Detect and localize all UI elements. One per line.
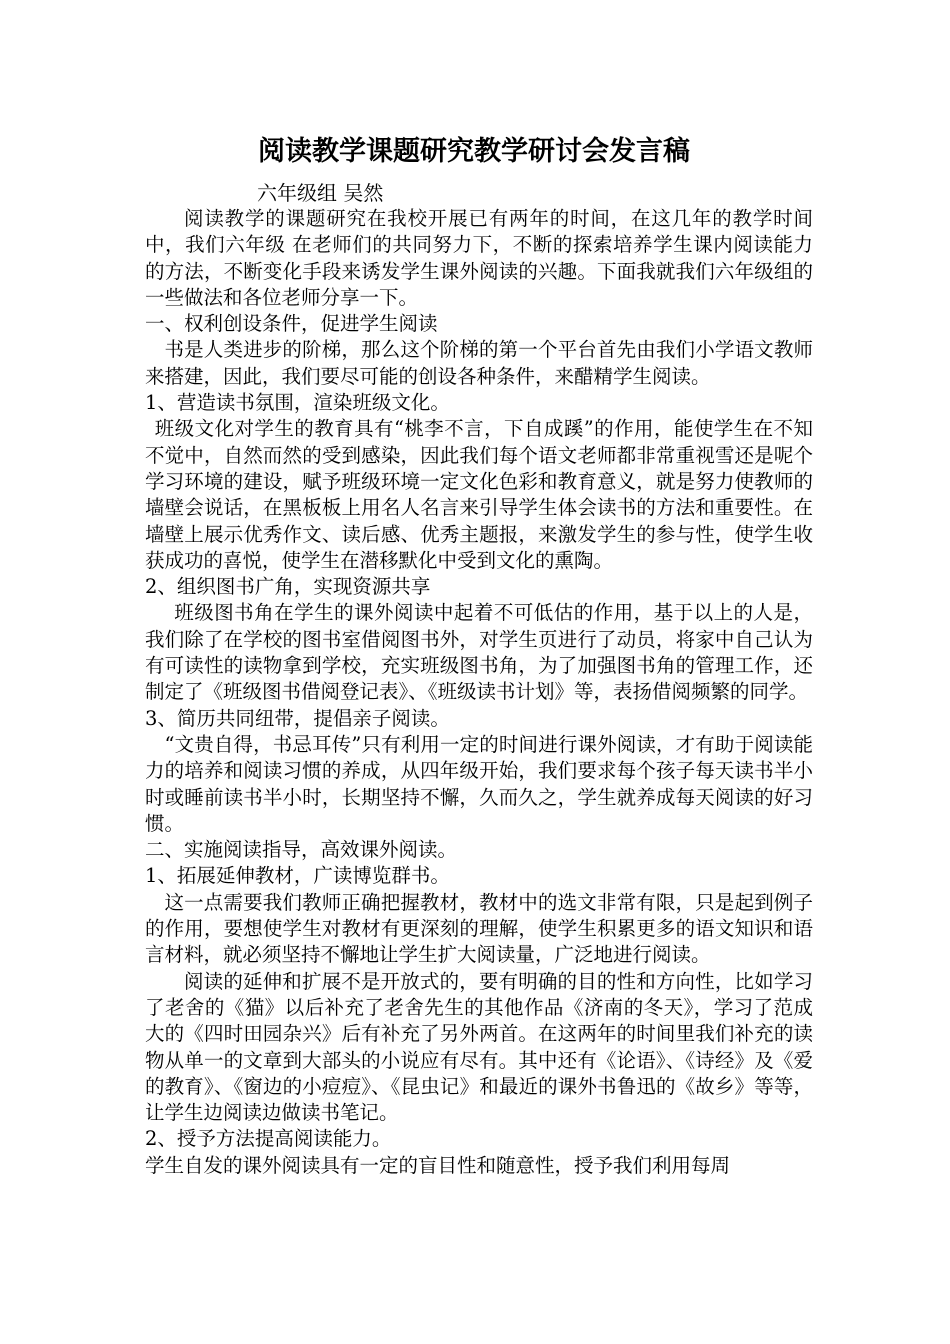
subheading-1-2: 2、组织图书广角，实现资源共享 [145,575,431,599]
paragraph-1-2: 班级图书角在学生的课外阅读中起着不可低估的作用，基于以上的人是，我们除了在学校的图书室借阅图书外，对学生页进行了动员，将家中自己认为有可读性的读物拿到学校，充实班级图书角，为了加强图书角的管理工作，还制定了《班级图书借阅登记表》、《班级读书计划》等，表扬借阅频繁的同学。 [145,601,813,704]
subheading-2-2: 2、授予方法提高阅读能力。 [145,1127,392,1151]
subheading-2-1: 1、拓展延伸教材，广读博览群书。 [145,864,450,888]
paragraph-2-1-a: 这一点需要我们教师正确把握教材，教材中的选文非常有限，只是起到例子的作用，要想使学生对教材有更深刻的理解，使学生积累更多的语文知识和语言材料，就必须坚持不懈地让学生扩大阅读量，广泛地进行阅读。 [145,890,813,967]
document-title: 阅读教学课题研究教学研讨会发言稿 [258,136,690,167]
paragraph-intro: 阅读教学的课题研究在我校开展已有两年的时间，在这几年的教学时间中，我们六年级 在老师们的共同努力下，不断的探索培养学生课内阅读能力的方法，不断变化手段来诱发学生课外阅读的兴趣。下面我就我们六年级组的一些做法和各位老师分享一下。 [145,207,813,309]
paragraph-1-3: “文贵自得，书忌耳传”只有利用一定的时间进行课外阅读，才有助于阅读能力的培养和阅读习惯的养成，从四年级开始，我们要求每个孩子每天读书半小时或睡前读书半小时，长期坚持不懈，久而久之，学生就养成每天阅读的好习惯。 [145,732,813,835]
paragraph-2-2: 学生自发的课外阅读具有一定的盲目性和随意性，授予我们利用每周 [145,1153,731,1177]
subheading-1-1: 1、营造读书氛围，渲染班级文化。 [145,391,450,415]
section-heading-2: 二、实施阅读指导，高效课外阅读。 [145,838,458,862]
paragraph-1-1: 班级文化对学生的教育具有“桃李不言，下自成蹊”的作用，能使学生在不知不觉中，自然而然的受到感染，因此我们每个语文老师都非常重视雪还是呢个学习环境的建设，赋予班级环境一定文化色彩和教育意义，就是努力使教师的墙壁会说话，在黑板板上用名人名言来引导学生体会读书的方法和重要性。在墙壁上展示优秀作文、读后感、优秀主题报，来激发学生的参与性，使学生收获成功的喜悦，使学生在潜移默化中受到文化的熏陶。 [145,417,813,572]
section-heading-1: 一、权利创设条件，促进学生阅读 [145,312,438,336]
paragraph-2-1-b: 阅读的延伸和扩展不是开放式的，要有明确的目的性和方向性，比如学习了老舍的《猫》以后补充了老舍先生的其他作品《济南的冬天》，学习了范成大的《四时田园杂兴》后有补充了另外两首。在这两年的时间里我们补充的读物从单一的文章到大部头的小说应有尽有。其中还有《论语》、《诗经》及《爱的教育》、《窗边的小痘痘》、《昆虫记》和最近的课外书鲁迅的《故乡》等等，让学生边阅读边做读书笔记。 [145,969,813,1125]
subheading-1-3: 3、简历共同纽带，提倡亲子阅读。 [145,706,450,730]
paragraph-section-1: 书是人类进步的阶梯，那么这个阶梯的第一个平台首先由我们小学语文教师来搭建，因此，我们要尽可能的创设各种条件，来醋精学生阅读。 [145,338,813,388]
document-author: 六年级组 吴然 [257,181,384,205]
document-page [145,132,813,1179]
